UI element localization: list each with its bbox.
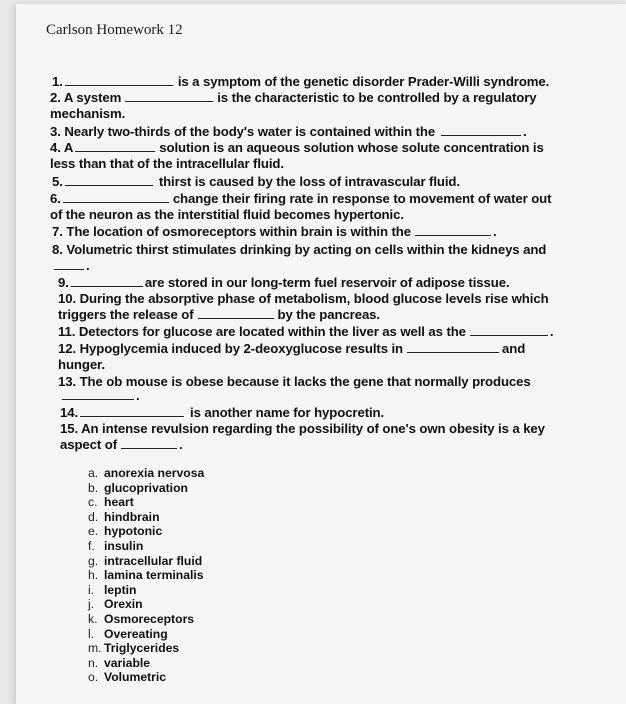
choice-item: o. Volumetric (88, 670, 167, 685)
answer-blank[interactable] (54, 268, 84, 270)
choice-item: b. glucoprivation (88, 480, 188, 495)
answer-blank[interactable] (121, 447, 177, 449)
choice-item: a. anorexia nervosa (88, 466, 205, 480)
question-6-cont: of the neuron as the interstitial fluid becomes hypertonic. (50, 207, 404, 222)
question-5: 5. thirst is caused by the loss of intravascular fluid. (52, 174, 460, 189)
answer-blank[interactable] (65, 84, 173, 86)
question-11: 11. Detectors for glucose are located within the liver as well as the . (58, 324, 554, 339)
choice-item: f. insulin (88, 538, 144, 553)
question-4: 4. A solution is an aqueous solution whose solute concentration is (50, 140, 544, 155)
choice-item: d. hindbrain (88, 509, 160, 524)
question-3: 3. Nearly two-thirds of the body's water is contained within the . (50, 124, 527, 139)
answer-blank[interactable] (75, 150, 155, 152)
choice-item: g. intracellular fluid (88, 553, 203, 568)
answer-blank[interactable] (65, 184, 153, 186)
question-10-cont: triggers the release of by the pancreas. (58, 307, 380, 322)
answer-choices-list (88, 466, 204, 685)
answer-blank[interactable] (407, 351, 499, 353)
question-2: 2. A system is the characteristic to be controlled by a regulatory (50, 90, 537, 105)
choice-item: m. Triglycerides (88, 641, 180, 656)
question-7: 7. The location of osmoreceptors within brain is within the . (52, 224, 497, 239)
choice-item: e. hypotonic (88, 524, 163, 539)
answer-blank[interactable] (441, 134, 521, 136)
question-13: 13. The ob mouse is obese because it lacks the gene that normally produces (58, 374, 531, 389)
question-14: 14. is another name for hypocretin. (60, 405, 385, 420)
question-15: 15. An intense revulsion regarding the possibility of one's own obesity is a key (60, 421, 545, 436)
answer-blank[interactable] (415, 234, 491, 236)
question-8-cont: . (52, 258, 90, 273)
question-12-cont: hunger. (58, 357, 105, 372)
choice-item: n. variable (88, 655, 151, 670)
choice-item: c. heart (88, 495, 134, 510)
answer-blank[interactable] (62, 398, 134, 400)
question-9: 9. are stored in our long-term fuel reservoir of adipose tissue. (58, 275, 510, 290)
answer-blank[interactable] (71, 285, 143, 287)
choice-item: j. Orexin (88, 597, 143, 612)
choice-item: l. Overeating (88, 626, 168, 641)
choice-item: h. lamina terminalis (88, 568, 204, 583)
question-2-cont: mechanism. (50, 106, 126, 121)
question-13-cont: . (60, 388, 140, 403)
question-4-cont: less than that of the intracellular fluid. (50, 156, 284, 171)
question-10: 10. During the absorptive phase of metabolism, blood glucose levels rise which (58, 291, 549, 306)
answer-blank[interactable] (63, 201, 169, 203)
answer-blank[interactable] (80, 415, 184, 417)
answer-blank[interactable] (198, 317, 274, 319)
answer-blank[interactable] (470, 334, 548, 336)
page-title: Carlson Homework 12 (46, 22, 183, 38)
question-15-cont: aspect of . (60, 437, 183, 452)
choice-item: k. Osmoreceptors (88, 611, 195, 626)
question-1: 1. is a symptom of the genetic disorder Prader-Willi syndrome. (52, 74, 550, 89)
answer-blank[interactable] (125, 100, 213, 102)
question-6: 6. change their firing rate in response to movement of water out (50, 191, 552, 206)
choice-item: i. leptin (88, 582, 137, 597)
question-12: 12. Hypoglycemia induced by 2-deoxyglucose results in and (58, 341, 526, 356)
question-8: 8. Volumetric thirst stimulates drinking by acting on cells within the kidneys and (52, 242, 547, 257)
